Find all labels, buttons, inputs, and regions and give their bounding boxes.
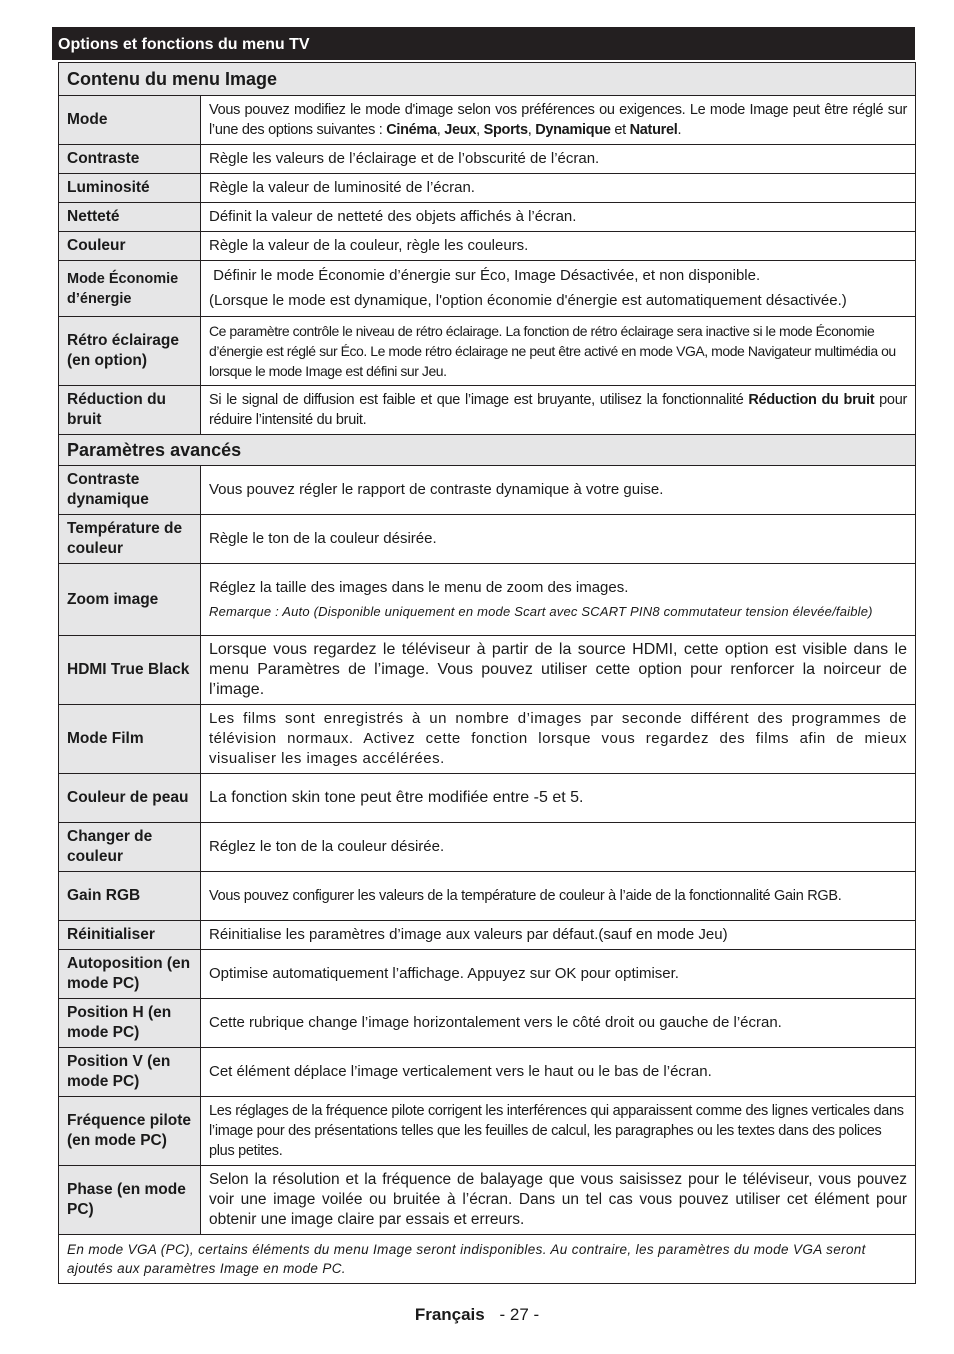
row-desc-bruit [201,386,916,435]
table-row-phase [59,1166,916,1235]
row-label-bruit: Réduction du bruit [59,386,201,435]
row-label-freq: Fréquence pilote (en mode PC) [59,1097,201,1166]
mode-sep: , [476,122,484,138]
row-desc-temperature: Règle le ton de la couleur désirée. [201,515,916,564]
mode-option-naturel: Naturel [629,122,678,138]
row-label-zoom: Zoom image [59,564,201,636]
row-label-temperature: Température de couleur [59,515,201,564]
row-desc-contraste-dynamique: Vous pouvez régler le rapport de contraste dynamique à votre guise. [201,466,916,515]
row-label-nettete: Netteté [59,203,201,232]
section-title-advanced: Paramètres avancés [59,435,916,466]
bruit-text-before: Si le signal de diffusion est faible et que l’image est bruyante, utilisez la fonctionnalité [209,392,749,408]
mode-option-dynamique: Dynamique [535,122,611,138]
row-desc-posh: Cette rubrique change l’image horizontalement vers le côté droit ou gauche de l’écran. [201,999,916,1048]
table-row-mode [59,96,916,145]
table-row-reinit [59,921,916,950]
row-desc-autopos: Optimise automatiquement l’affichage. Appuyez sur OK pour optimiser. [201,950,916,999]
table-row-freq [59,1097,916,1166]
page-header: Options et fonctions du menu TV [52,27,915,60]
row-desc-changer: Réglez le ton de la couleur désirée. [201,823,916,872]
row-label-retro: Rétro éclairage (en option) [59,317,201,386]
row-desc-film: Les films sont enregistrés à un nombre d’images par seconde différent des programmes de télévision normaux. Activez cette fonction lorsque vous regardez des films afin de mieux visualiser les images accélérées. [201,705,916,774]
row-label-peau: Couleur de peau [59,774,201,823]
row-desc-freq: Les réglages de la fréquence pilote corrigent les interférences qui apparaissent comme des lignes verticales dans l’image pour des présentations telles que les feuilles de calcul, les paragraphes ou les textes dans des polices plus petites. [201,1097,916,1166]
row-label-contraste: Contraste [59,145,201,174]
table-row-autopos [59,950,916,999]
eco-line-1: Définir le mode Économie d’énergie sur Éco, Image Désactivée, et non disponible. [209,267,761,284]
footer-language: Français [414,1305,485,1324]
table-row-retro [59,317,916,386]
row-label-changer: Changer de couleur [59,823,201,872]
eco-line-2: (Lorsque le mode est dynamique, l'option économie d'énergie est automatiquement désactivée.) [209,292,847,309]
row-desc-reinit: Réinitialise les paramètres d’image aux valeurs par défaut.(sauf en mode Jeu) [201,921,916,950]
mode-sep: , [436,122,445,138]
row-desc-peau: La fonction skin tone peut être modifiée entre -5 et 5. [201,774,916,823]
row-label-rgb: Gain RGB [59,872,201,921]
page-footer [0,1305,954,1325]
bruit-text-after: pour réduire l’intensité du bruit. [209,392,907,428]
zoom-remark: Remarque : Auto (Disponible uniquement en mode Scart avec SCART PIN8 commutateur tension élevée/faible) [209,604,873,619]
row-desc-couleur: Règle la valeur de la couleur, règle les couleurs. [201,232,916,261]
row-label-phase: Phase (en mode PC) [59,1166,201,1235]
table-row-contraste-dynamique [59,466,916,515]
table-row-hdmi [59,636,916,705]
bruit-bold: Réduction du bruit [748,392,875,408]
row-label-couleur: Couleur [59,232,201,261]
row-desc-posv: Cet élément déplace l’image verticalement vers le haut ou le bas de l’écran. [201,1048,916,1097]
table-row-peau [59,774,916,823]
row-desc-eco [201,261,916,317]
row-desc-hdmi: Lorsque vous regardez le téléviseur à partir de la source HDMI, cette option est visible dans le menu Paramètres de l’image. Vous pouvez utiliser cette option pour renforcer la noirceur de l’image. [201,636,916,705]
footnote-vga: En mode VGA (PC), certains éléments du menu Image seront indisponibles. Au contraire, les paramètres du mode VGA seront ajoutés aux paramètres Image en mode PC. [59,1235,916,1284]
mode-end: . [677,122,682,138]
table-row-eco [59,261,916,317]
row-desc-mode [201,96,916,145]
mode-desc-text: Vous pouvez modifiez le mode d'image selon vos préférences ou exigences. Le mode Image peut être réglé sur l’une des options suivantes : [209,102,908,138]
row-label-luminosite: Luminosité [59,174,201,203]
table-row-rgb [59,872,916,921]
row-desc-luminosite: Règle la valeur de luminosité de l’écran. [201,174,916,203]
table-row-luminosite [59,174,916,203]
row-label-autopos: Autoposition (en mode PC) [59,950,201,999]
section-row-advanced [59,435,916,466]
mode-sep: , [527,122,536,138]
row-label-contraste-dynamique: Contraste dynamique [59,466,201,515]
table-row-temperature [59,515,916,564]
picture-menu-table [58,62,916,1284]
table-row-changer [59,823,916,872]
section-row-image [59,63,916,96]
table-row-couleur [59,232,916,261]
table-row-nettete [59,203,916,232]
table-row-contraste [59,145,916,174]
table-row-zoom [59,564,916,636]
mode-sep: et [610,122,630,138]
table-row-posv [59,1048,916,1097]
row-label-posh: Position H (en mode PC) [59,999,201,1048]
row-desc-contraste: Règle les valeurs de l’éclairage et de l’obscurité de l’écran. [201,145,916,174]
row-label-posv: Position V (en mode PC) [59,1048,201,1097]
row-desc-nettete: Définit la valeur de netteté des objets affichés à l’écran. [201,203,916,232]
row-label-film: Mode Film [59,705,201,774]
row-label-eco: Mode Économie d’énergie [59,261,201,317]
mode-option-jeux: Jeux [444,122,477,138]
mode-option-sports: Sports [483,122,528,138]
row-label-hdmi: HDMI True Black [59,636,201,705]
row-desc-retro: Ce paramètre contrôle le niveau de rétro éclairage. La fonction de rétro éclairage sera inactive si le mode Économie d’énergie est réglé sur Éco. Le mode rétro éclairage ne peut être activé en mode VGA, mode Navigateur multimédia ou lorsque le mode Image est défini sur Jeu. [201,317,916,386]
footer-page-number: - 27 - [499,1305,540,1324]
table-row-film [59,705,916,774]
section-title-image: Contenu du menu Image [59,63,916,96]
mode-option-cinema: Cinéma [386,122,437,138]
row-desc-zoom [201,564,916,636]
row-label-mode: Mode [59,96,201,145]
zoom-text: Réglez la taille des images dans le menu de zoom des images. [209,579,629,596]
row-desc-phase: Selon la résolution et la fréquence de balayage que vous saisissez pour le téléviseur, vous pouvez voir une image voilée ou bruitée à l’écran. Dans un tel cas vous pouvez utiliser cet élément pour obtenir une image claire par essais et erreurs. [201,1166,916,1235]
table-row-posh [59,999,916,1048]
row-label-reinit: Réinitialiser [59,921,201,950]
table-row-bruit [59,386,916,435]
row-desc-rgb: Vous pouvez configurer les valeurs de la température de couleur à l’aide de la fonctionnalité Gain RGB. [201,872,916,921]
table-row-note [59,1235,916,1284]
